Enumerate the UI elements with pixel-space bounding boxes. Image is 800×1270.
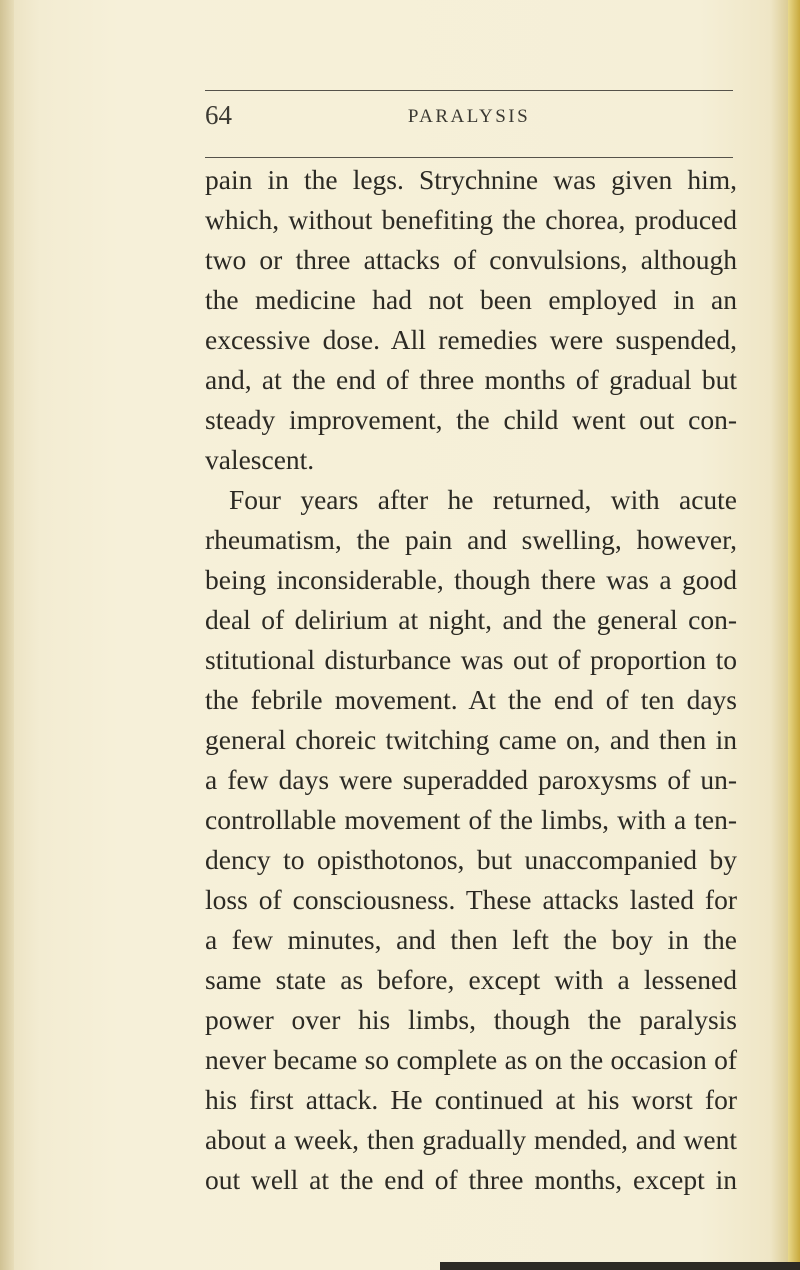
text-line: controllable movement of the limbs, with a ten- <box>205 804 737 835</box>
text-line: his first attack. He continued at his worst for <box>205 1084 737 1115</box>
text-line: a few minutes, and then left the boy in the <box>205 924 737 955</box>
page-bottom-edge <box>440 1262 800 1270</box>
text-line: deal of delirium at night, and the general con- <box>205 604 737 635</box>
page-number: 64 <box>205 100 232 130</box>
text-line: two or three attacks of convulsions, although <box>205 244 737 275</box>
text-line: excessive dose. All remedies were suspended, <box>205 324 737 355</box>
text-line: loss of consciousness. These attacks lasted for <box>205 884 737 915</box>
text-line: being inconsiderable, though there was a good <box>205 564 737 595</box>
body-text <box>205 160 737 1200</box>
text-line: steady improvement, the child went out con- <box>205 404 737 435</box>
header-bottom-rule <box>205 157 733 158</box>
header-top-rule <box>205 90 733 91</box>
text-line: the medicine had not been employed in an <box>205 284 737 315</box>
text-line: valescent. <box>205 444 315 475</box>
text-line: a few days were superadded paroxysms of un- <box>205 764 737 795</box>
text-line: stitutional disturbance was out of proportion to <box>205 644 737 675</box>
page-gutter-shadow <box>0 0 14 1270</box>
text-line: rheumatism, the pain and swelling, however, <box>205 524 737 555</box>
page-header <box>205 100 733 140</box>
text-line: general choreic twitching came on, and then in <box>205 724 737 755</box>
page-edge <box>788 0 800 1270</box>
paragraph-start-line: Four years after he returned, with acute <box>229 484 737 515</box>
text-line: about a week, then gradually mended, and went <box>205 1124 737 1155</box>
text-line: dency to opisthotonos, but unaccompanied by <box>205 844 737 875</box>
text-line: out well at the end of three months, except in <box>205 1164 737 1195</box>
text-line: pain in the legs. Strychnine was given him, <box>205 164 737 195</box>
text-line: the febrile movement. At the end of ten days <box>205 684 737 715</box>
text-line: power over his limbs, though the paralysis <box>205 1004 737 1035</box>
running-head: PARALYSIS <box>407 106 531 127</box>
text-line: and, at the end of three months of gradual but <box>205 364 737 395</box>
text-line: same state as before, except with a lessened <box>205 964 737 995</box>
text-line: never became so complete as on the occasion of <box>205 1044 737 1075</box>
text-line: which, without benefiting the chorea, produced <box>205 204 737 235</box>
